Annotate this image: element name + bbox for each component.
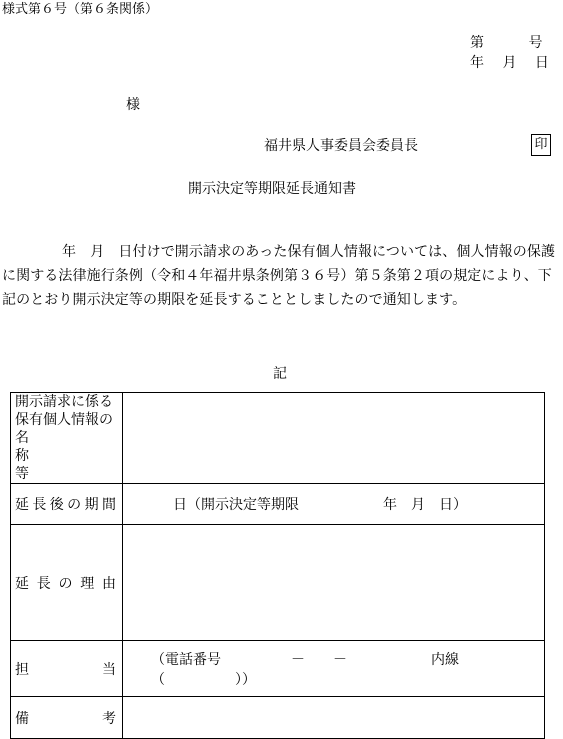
remarks-value — [123, 697, 545, 739]
label-char: 当 — [102, 661, 116, 678]
label-char: 担 — [15, 661, 29, 678]
label-char: 後 — [49, 497, 64, 513]
label-char: 延 — [15, 575, 29, 592]
label-char: 称 — [15, 448, 29, 464]
extension-reason-value — [123, 525, 545, 641]
label-char: の — [67, 497, 82, 513]
label-char: 理 — [80, 575, 95, 592]
label-char: の — [58, 575, 73, 592]
label-char: 考 — [102, 710, 116, 727]
sender-title: 福井県人事委員会委員長 — [264, 138, 418, 154]
ki-heading: 記 — [273, 366, 287, 382]
table-row — [11, 484, 545, 525]
label-char: 長 — [32, 497, 47, 513]
label-char: 名 — [15, 430, 29, 446]
table-row — [11, 641, 545, 697]
label-char: 間 — [101, 497, 116, 513]
table-row — [11, 393, 545, 484]
table-row — [11, 697, 545, 739]
table-row — [11, 525, 545, 641]
label-char: 由 — [102, 575, 116, 592]
label-char: 等 — [15, 466, 29, 482]
extended-period-value: 日（開示決定等期限 年 月 日） — [123, 484, 545, 525]
label-char: 備 — [15, 710, 29, 727]
label-char: 期 — [84, 497, 99, 513]
document-number: 第 号 — [470, 35, 543, 51]
label-line: 開示請求に係る — [15, 394, 113, 410]
body-paragraph: 年 月 日付けで開示請求のあった保有個人情報については、個人情報の保護に関する法律施行条例（令和４年福井県条例第３６号）第５条第２項の規定により、下記のとおり開示決定等の期限を延長することとしましたので通知します。 — [2, 244, 556, 308]
label-char: 延 — [15, 497, 29, 513]
extended-period-label — [11, 484, 123, 525]
label-char: 長 — [36, 575, 51, 592]
extension-reason-label — [11, 525, 123, 641]
remarks-label — [11, 697, 123, 739]
contact-value: （電話番号 － － 内線（ ）） — [123, 641, 545, 697]
form-number: 様式第６号（第６条関係） — [2, 2, 159, 17]
document-title: 開示決定等期限延長通知書 — [188, 181, 356, 197]
label-line: 保有個人情報の — [15, 412, 113, 428]
label-line — [15, 429, 122, 483]
seal-stamp-box: 印 — [531, 134, 551, 156]
requested-info-label — [11, 393, 123, 484]
addressee: 様 — [126, 97, 140, 113]
document-date: 年 月 日 — [470, 55, 549, 71]
contact-label — [11, 641, 123, 697]
requested-info-value — [123, 393, 545, 484]
details-table — [10, 392, 545, 739]
